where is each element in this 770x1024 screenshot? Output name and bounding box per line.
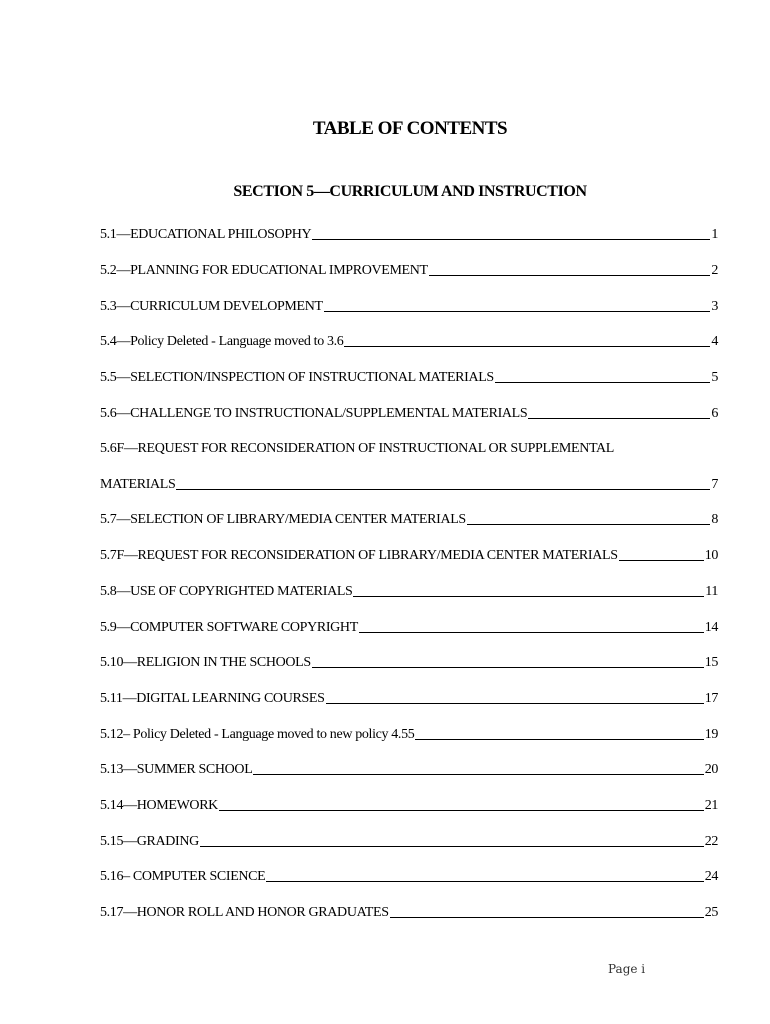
toc-entry[interactable] — [100, 403, 718, 423]
toc-entry-page: 3 — [711, 299, 718, 314]
toc-entry-label: 5.8—USE OF COPYRIGHTED MATERIALS — [100, 584, 353, 599]
toc-entry-label: 5.1—EDUCATIONAL PHILOSOPHY — [100, 227, 312, 242]
dot-leader — [415, 738, 703, 740]
toc-entry-label: 5.16– COMPUTER SCIENCE — [100, 869, 266, 884]
toc-entry-label: 5.13—SUMMER SCHOOL — [100, 762, 253, 777]
toc-entry-label: 5.7—SELECTION OF LIBRARY/MEDIA CENTER MATERIALS — [100, 512, 466, 527]
toc-entry-label: 5.5—SELECTION/INSPECTION OF INSTRUCTIONAL MATERIALS — [100, 370, 494, 385]
toc-entry-label: 5.6—CHALLENGE TO INSTRUCTIONAL/SUPPLEMENTAL MATERIALS — [100, 406, 528, 421]
toc-entry-label: 5.15—GRADING — [100, 834, 199, 849]
toc-entry-line-1[interactable] — [100, 438, 718, 458]
toc-entry-page: 11 — [705, 584, 718, 599]
toc-entry[interactable] — [100, 902, 718, 922]
toc-entry[interactable] — [100, 545, 718, 565]
toc-entry-page: 6 — [711, 406, 718, 421]
toc-entry-page: 2 — [711, 263, 718, 278]
dot-leader — [467, 523, 711, 525]
toc-entry-label: 5.4—Policy Deleted - Language moved to 3.6 — [100, 334, 344, 349]
toc-entry-page: 5 — [711, 370, 718, 385]
toc-entry-page: 17 — [704, 691, 718, 706]
toc-entry-label: 5.11—DIGITAL LEARNING COURSES — [100, 691, 325, 706]
dot-leader — [326, 702, 704, 704]
toc-entry-label: 5.2—PLANNING FOR EDUCATIONAL IMPROVEMENT — [100, 263, 428, 278]
toc-entry-label: 5.10—RELIGION IN THE SCHOOLS — [100, 655, 311, 670]
toc-entry[interactable] — [100, 367, 718, 387]
dot-leader — [619, 559, 704, 561]
toc-entry[interactable] — [100, 724, 718, 744]
toc-entry-page: 21 — [704, 798, 718, 813]
page-number-footer: Page i — [608, 962, 646, 976]
dot-leader — [176, 488, 710, 490]
toc-entry[interactable] — [100, 617, 718, 637]
toc-entry[interactable] — [100, 759, 718, 779]
toc-entry-page: 19 — [704, 727, 718, 742]
section-heading: SECTION 5—CURRICULUM AND INSTRUCTION — [233, 183, 587, 200]
toc-entry-page: 15 — [704, 655, 718, 670]
toc-entry[interactable] — [100, 795, 718, 815]
toc-entry[interactable] — [100, 831, 718, 851]
dot-leader — [495, 381, 710, 383]
dot-leader — [312, 238, 710, 240]
toc-entry-label: 5.14—HOMEWORK — [100, 798, 218, 813]
toc-entry-page: 24 — [704, 869, 718, 884]
toc-entry[interactable] — [100, 224, 718, 244]
dot-leader — [200, 845, 704, 847]
toc-entry-label: 5.7F—REQUEST FOR RECONSIDERATION OF LIBRARY/MEDIA CENTER MATERIALS — [100, 548, 618, 563]
toc-entry-page: 1 — [711, 227, 718, 242]
dot-leader — [219, 809, 704, 811]
toc-entry-page: 25 — [704, 905, 718, 920]
page-title: TABLE OF CONTENTS — [312, 118, 508, 139]
toc-entry-label: 5.9—COMPUTER SOFTWARE COPYRIGHT — [100, 620, 358, 635]
toc-entry-page: 8 — [711, 512, 718, 527]
dot-leader — [390, 916, 704, 918]
toc-entry[interactable] — [100, 331, 718, 351]
toc-entry[interactable] — [100, 688, 718, 708]
dot-leader — [359, 631, 704, 633]
toc-entry-label: 5.6F—REQUEST FOR RECONSIDERATION OF INSTRUCTIONAL OR SUPPLEMENTAL — [100, 441, 615, 456]
toc-entry[interactable] — [100, 296, 718, 316]
dot-leader — [324, 310, 711, 312]
toc-entry-label: 5.3—CURRICULUM DEVELOPMENT — [100, 299, 323, 314]
toc-entry-label: 5.17—HONOR ROLL AND HONOR GRADUATES — [100, 905, 389, 920]
toc-entry-page: 7 — [711, 477, 718, 492]
toc-entry[interactable] — [100, 652, 718, 672]
toc-entry-page: 22 — [704, 834, 718, 849]
toc-entry-label: 5.12– Policy Deleted - Language moved to new policy 4.55 — [100, 727, 415, 742]
dot-leader — [253, 773, 703, 775]
toc-entry[interactable] — [100, 866, 718, 886]
dot-leader — [312, 666, 704, 668]
dot-leader — [528, 417, 710, 419]
dot-leader — [353, 595, 704, 597]
toc-entry-line-2[interactable] — [100, 474, 718, 494]
dot-leader — [429, 274, 711, 276]
toc-entry[interactable] — [100, 581, 718, 601]
toc-entry-page: 14 — [704, 620, 718, 635]
toc-entry-page: 4 — [711, 334, 718, 349]
toc-entry[interactable] — [100, 509, 718, 529]
toc-entry-page: 10 — [704, 548, 718, 563]
toc-entry[interactable] — [100, 260, 718, 280]
dot-leader — [344, 345, 710, 347]
toc-entry-page: 20 — [704, 762, 718, 777]
dot-leader — [266, 880, 703, 882]
toc-entry-label-continued: MATERIALS — [100, 477, 176, 492]
